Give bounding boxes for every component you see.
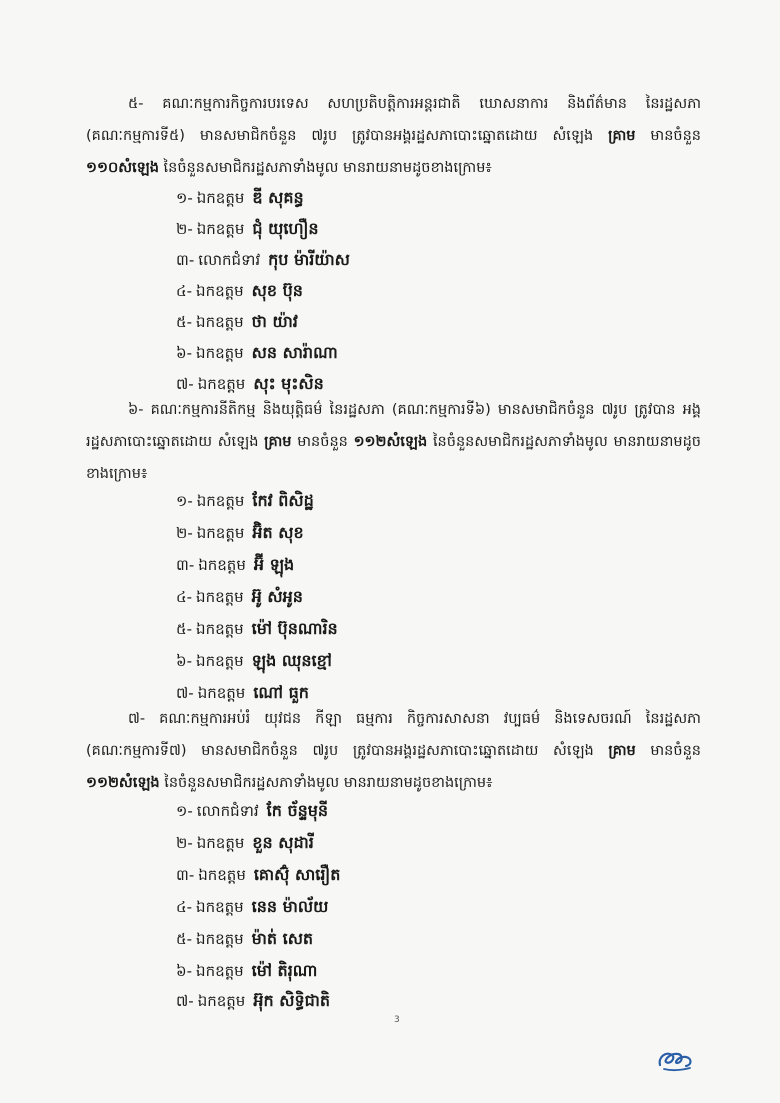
section-6-vote-word: គ្រាម [264, 434, 292, 450]
member-name: កុប ម៉ារីយ៉ាស [268, 250, 350, 269]
handwritten-initials-icon [656, 1047, 696, 1073]
member-name: សុះ មុះសិន [253, 374, 324, 393]
member-name: ឡុង ឈុនខ្មៅ [251, 651, 332, 670]
section-7-paragraph [86, 703, 701, 799]
member-item: ៦- ឯកឧត្តម ម៉ៅ តិរុណា [176, 961, 318, 980]
member-name: សុខ ប៊ុន [251, 281, 303, 300]
section-5-paragraph [86, 88, 701, 184]
member-item: ៥- ឯកឧត្តម ថា យ៉ាវ [176, 312, 298, 331]
section-5-line2-end: មានចំនួន [650, 128, 702, 144]
member-item: ៤- ឯកឧត្តម អ៊ូ សំអូន [176, 587, 303, 606]
section-7-line1: ៧- គណៈកម្មការអប់រំ យុវជន កីឡា ធម្មការ កិច្ចការសាសនា វប្បធម៌ និងទេសចរណ៍ នៃរដ្ឋសភា [128, 711, 701, 727]
member-item: ២- ឯកឧត្តម ជុំ យុហឿន [176, 219, 319, 238]
member-name: កែ ច័ន្ទមុនី [266, 801, 329, 820]
member-item: ១- ឯកឧត្តម កែវ ពិសិដ្ឋ [176, 491, 314, 510]
member-name: អ៊ី ឡុង [253, 555, 295, 574]
member-name: អ៊ូ សំអូន [251, 587, 303, 606]
section-7-vote-word: គ្រាម [608, 743, 636, 759]
member-item: ៤- ឯកឧត្តម នេន ម៉ាល័យ [176, 897, 329, 916]
section-5-vote-count: ១១០សំឡេង [86, 160, 159, 176]
section-5-line2: (គណៈកម្មការទី៥) មានសមាជិកចំនួន ៧រូប ត្រូវបានអង្គរដ្ឋសភាបោះឆ្នោតដោយ សំឡេង [86, 128, 594, 144]
section-6-line2-mid: មានចំនួន [297, 434, 348, 450]
member-name: ម៉ាត់ សេត [251, 929, 314, 948]
page-number: 3 [394, 1015, 400, 1025]
section-6-paragraph [86, 394, 701, 490]
member-name: ជុំ យុហឿន [252, 219, 319, 238]
member-item: ៥- ឯកឧត្តម ម៉ាត់ សេត [176, 929, 314, 948]
section-5-vote-word: គ្រាម [608, 128, 636, 144]
member-name: ខួន សុដារី [252, 833, 314, 852]
section-6-line2-end: នៃចំនួនសមាជិករដ្ឋសភាទាំងមូល [432, 434, 608, 450]
section-5-line3: នៃចំនួនសមាជិករដ្ឋសភាទាំងមូល មានរាយនាមដូចខាងក្រោម៖ [163, 160, 492, 176]
section-6-line1: ៦- គណៈកម្មការនីតិកម្ម និងយុត្តិធម៌ នៃរដ្ឋសភា (គណៈកម្មការទី៦) មានសមាជិកចំនួន ៧រូប ត្រូវបាន [128, 402, 676, 418]
member-item: ១- ឯកឧត្តម ឌី សុគន្ធ [176, 188, 304, 207]
member-item: ២- ឯកឧត្តម អ៊ិត សុខ [176, 523, 304, 542]
section-5-line1: ៥- គណៈកម្មការកិច្ចការបរទេស សហប្រតិបត្តិការអន្តរជាតិ ឃោសនាការ និងព័ត៌មាន នៃរដ្ឋសភា [128, 96, 701, 112]
member-name: ឌី សុគន្ធ [252, 188, 304, 207]
member-item: ៦- ឯកឧត្តម ឡុង ឈុនខ្មៅ [176, 651, 332, 670]
section-6-vote-count: ១១២សំឡេង [353, 434, 428, 450]
member-item: ៣- លោកជំទាវ កុប ម៉ារីយ៉ាស [176, 250, 350, 269]
member-name: អ៊ិត សុខ [252, 523, 304, 542]
section-7-vote-count: ១១២សំឡេង [86, 775, 160, 791]
member-item: ៦- ឯកឧត្តម សន សារ៉ាណា [176, 343, 338, 362]
member-item: ៧- ឯកឧត្តម សុះ មុះសិន [176, 374, 324, 393]
section-7-line2: (គណៈកម្មការទី៧) មានសមាជិកចំនួន ៧រូប ត្រូវបានអង្គរដ្ឋសភាបោះឆ្នោតដោយ សំឡេង [86, 743, 594, 759]
section-7-line2-end: មានចំនួន [650, 743, 701, 759]
member-name: ណៅ ធួក [253, 683, 309, 702]
member-item: ១- លោកជំទាវ កែ ច័ន្ទមុនី [176, 801, 329, 820]
member-item: ៧- ឯកឧត្តម ណៅ ធួក [176, 683, 309, 702]
section-7-line3: នៃចំនួនសមាជិករដ្ឋសភាទាំងមូល មានរាយនាមដូចខាងក្រោម៖ [164, 775, 493, 791]
member-item: ៥- ឯកឧត្តម ម៉ៅ ប៊ុនណារិន [176, 619, 338, 638]
section-6-line3: មានរាយនាមដូចខាងក្រោម៖ [86, 434, 701, 482]
member-item: ៤- ឯកឧត្តម សុខ ប៊ុន [176, 281, 303, 300]
member-name: សន សារ៉ាណា [251, 343, 338, 362]
member-name: គោស៊ុំ សារឿត [253, 865, 341, 884]
member-item: ៣- ឯកឧត្តម អ៊ី ឡុង [176, 555, 295, 574]
member-name: កែវ ពិសិដ្ឋ [252, 491, 314, 510]
member-item: ២- ឯកឧត្តម ខួន សុដារី [176, 833, 314, 852]
member-name: ថា យ៉ាវ [251, 312, 298, 331]
member-item: ៧- ឯកឧត្តម អ៊ុក សិទ្ធិជាតិ [176, 991, 330, 1010]
member-name: អ៊ុក សិទ្ធិជាតិ [253, 991, 330, 1010]
member-name: ម៉ៅ តិរុណា [251, 961, 318, 980]
member-name: នេន ម៉ាល័យ [251, 897, 329, 916]
member-item: ៣- ឯកឧត្តម គោស៊ុំ សារឿត [176, 865, 341, 884]
member-name: ម៉ៅ ប៊ុនណារិន [251, 619, 338, 638]
section-6-line2: អង្គរដ្ឋសភាបោះឆ្នោតដោយ សំឡេង [86, 402, 702, 450]
